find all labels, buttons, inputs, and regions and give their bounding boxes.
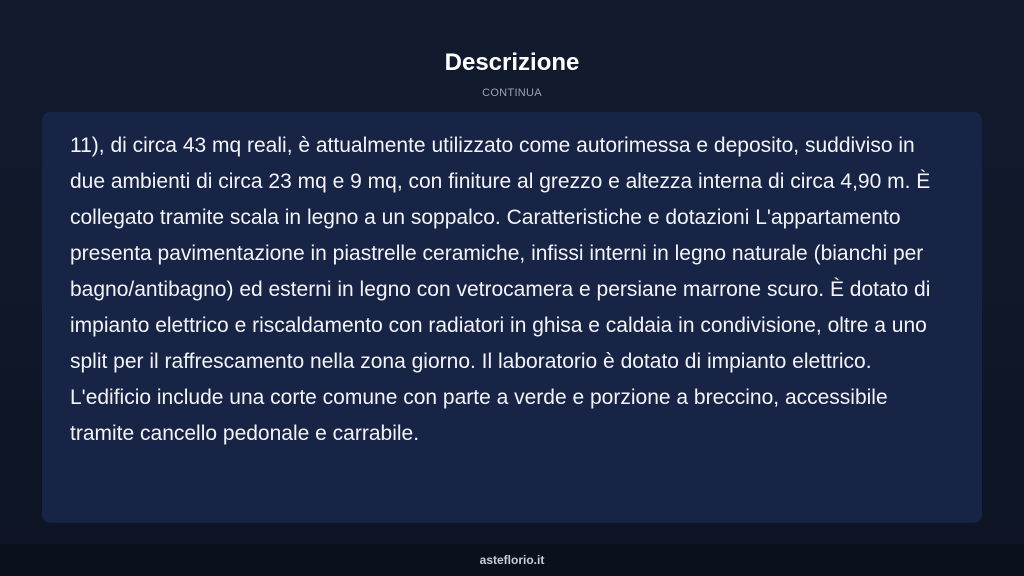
- footer-bar: [0, 544, 1024, 576]
- site-name: asteflorio.it: [479, 553, 545, 567]
- page-header: [0, 48, 1024, 99]
- continuation-label: CONTINUA: [482, 87, 542, 99]
- description-card: [42, 112, 982, 523]
- page-title: Descrizione: [444, 49, 580, 76]
- description-text: 11), di circa 43 mq reali, è attualmente utilizzato come autorimessa e deposito, suddiviso in due ambienti di circa 23 mq e 9 mq, con finiture al grezzo e altezza interna di circa 4,90 m. È collegato tramite scala in legno a un soppalco. Caratteristiche e dotazioni L'appartamento presenta pavimentazione in piastrelle ceramiche, infissi interni in legno naturale (bianchi per bagno/antibagno) ed esterni in legno con vetrocamera e persiane marrone scuro. È dotato di impianto elettrico e riscaldamento con radiatori in ghisa e caldaia in condivisione, oltre a uno split per il raffrescamento nella zona giorno. Il laboratorio è dotato di impianto elettrico. L'edificio include una corte comune con parte a verde e porzione a breccino, accessibile tramite cancello pedonale e carrabile.: [70, 134, 931, 445]
